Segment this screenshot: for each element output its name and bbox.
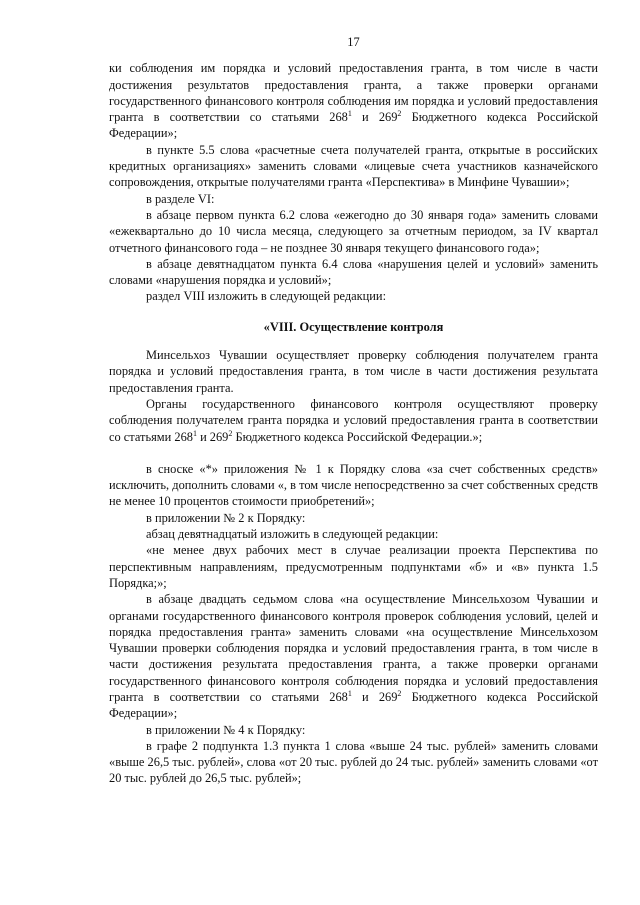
p1-mid: и 269 bbox=[351, 110, 398, 125]
paragraph-2: в пункте 5.5 слова «расчетные счета получателей гранта, открытые в российских кредитных организациях» заменить словами «лицевые счета участников казначейского сопровождения, открытые получателями гранта «Перспектива» в Минфине Чувашии»; bbox=[109, 142, 598, 190]
p1-sup-2: 2 bbox=[397, 109, 402, 119]
section-heading: «VIII. Осуществление контроля bbox=[263, 319, 444, 334]
paragraph-5: в абзаце девятнадцатом пункта 6.4 слова «нарушения целей и условий» заменить словами «нарушения порядка и условий»; bbox=[109, 256, 598, 288]
paragraph-3: в разделе VI: bbox=[146, 191, 215, 206]
p8-end: Бюджетного кодекса Российской Федерации.»; bbox=[232, 429, 483, 444]
paragraph-9: в сноске «*» приложения № 1 к Порядку слова «за счет собственных средств» исключить, дополнить словами «, в том числе непосредственно за счет собственных средств не менее 10 процентов стоимости приобретений»; bbox=[109, 461, 598, 509]
p13-sup-2: 2 bbox=[397, 688, 402, 698]
p8-mid: и 269 bbox=[196, 429, 229, 444]
paragraph-13 bbox=[109, 591, 598, 721]
paragraph-11: абзац девятнадцатый изложить в следующей редакции: bbox=[146, 527, 439, 542]
p8-sup-1: 1 bbox=[192, 428, 197, 438]
paragraph-7: Минсельхоз Чувашии осуществляет проверку соблюдения получателем гранта порядка и условий предоставления гранта, в том числе в части достижения результата предоставления гранта. bbox=[109, 348, 598, 395]
paragraph-14: в приложении № 4 к Порядку: bbox=[146, 722, 306, 737]
spacer bbox=[109, 445, 598, 461]
paragraph-12: «не менее двух рабочих мест в случае реализации проекта Перспектива по перспективным направлениям, предусмотренным подпунктами «б» и «в» пункта 1.5 Порядка;»; bbox=[109, 543, 598, 590]
p8-text: Органы государственного финансового контроля осуществляют проверку соблюдения получателем гранта порядка и условий предоставления гранта в соответствии со статьями 268 bbox=[109, 396, 598, 444]
p13-sup-1: 1 bbox=[347, 688, 352, 698]
p1-text: ки соблюдения им порядка и условий предоставления гранта, в том числе в части достижения результатов предоставления гранта, а также проверки органами государственного финансового контроля соблюдения им порядка и условий предоставления гранта в соответствии со статьями 268 bbox=[109, 61, 598, 125]
p13-text: в абзаце двадцать седьмом слова «на осуществление Минсельхозом Чувашии и органами государственного финансового контроля проверок соблюдения условий, целей и порядка предоставления гранта» заменить словами «на осуществление Минсельхозом Чувашии проверки соблюдения порядка и условий предоставления гранта, в том числе в части достижения результата предоставления гранта, а также проверки органами государственного финансового контроля соблюдения порядка и условий предоставления гранта в соответствии со статьями 268 bbox=[109, 592, 598, 704]
p1-end: Бюджетного кодекса Российской Федерации»; bbox=[109, 110, 598, 141]
paragraph-8 bbox=[109, 396, 598, 445]
p13-mid: и 269 bbox=[351, 689, 398, 704]
p13-end: Бюджетного кодекса Российской Федерации»; bbox=[109, 689, 598, 721]
p1-sup-1: 1 bbox=[347, 109, 352, 119]
paragraph-10: в приложении № 2 к Порядку: bbox=[146, 510, 306, 525]
paragraph-4: в абзаце первом пункта 6.2 слова «ежегодно до 30 января года» заменить словами «ежеквартально до 10 числа месяца, следующего за отчетным периодом, за IV квартал отчетного финансового года – не позднее 30 января текущего финансового года»; bbox=[109, 207, 598, 255]
paragraph-6: раздел VIII изложить в следующей редакции: bbox=[146, 289, 387, 304]
paragraph-15: в графе 2 подпункта 1.3 пункта 1 слова «выше 24 тыс. рублей» заменить словами «выше 26,5 тыс. рублей», слова «от 20 тыс. рублей до 24 тыс. рублей» заменить словами «от 20 тыс. рублей до 26,5 тыс. рублей»; bbox=[109, 738, 598, 786]
paragraph-1 bbox=[109, 60, 598, 141]
p8-sup-2: 2 bbox=[228, 428, 233, 438]
page-number: 17 bbox=[347, 35, 360, 49]
